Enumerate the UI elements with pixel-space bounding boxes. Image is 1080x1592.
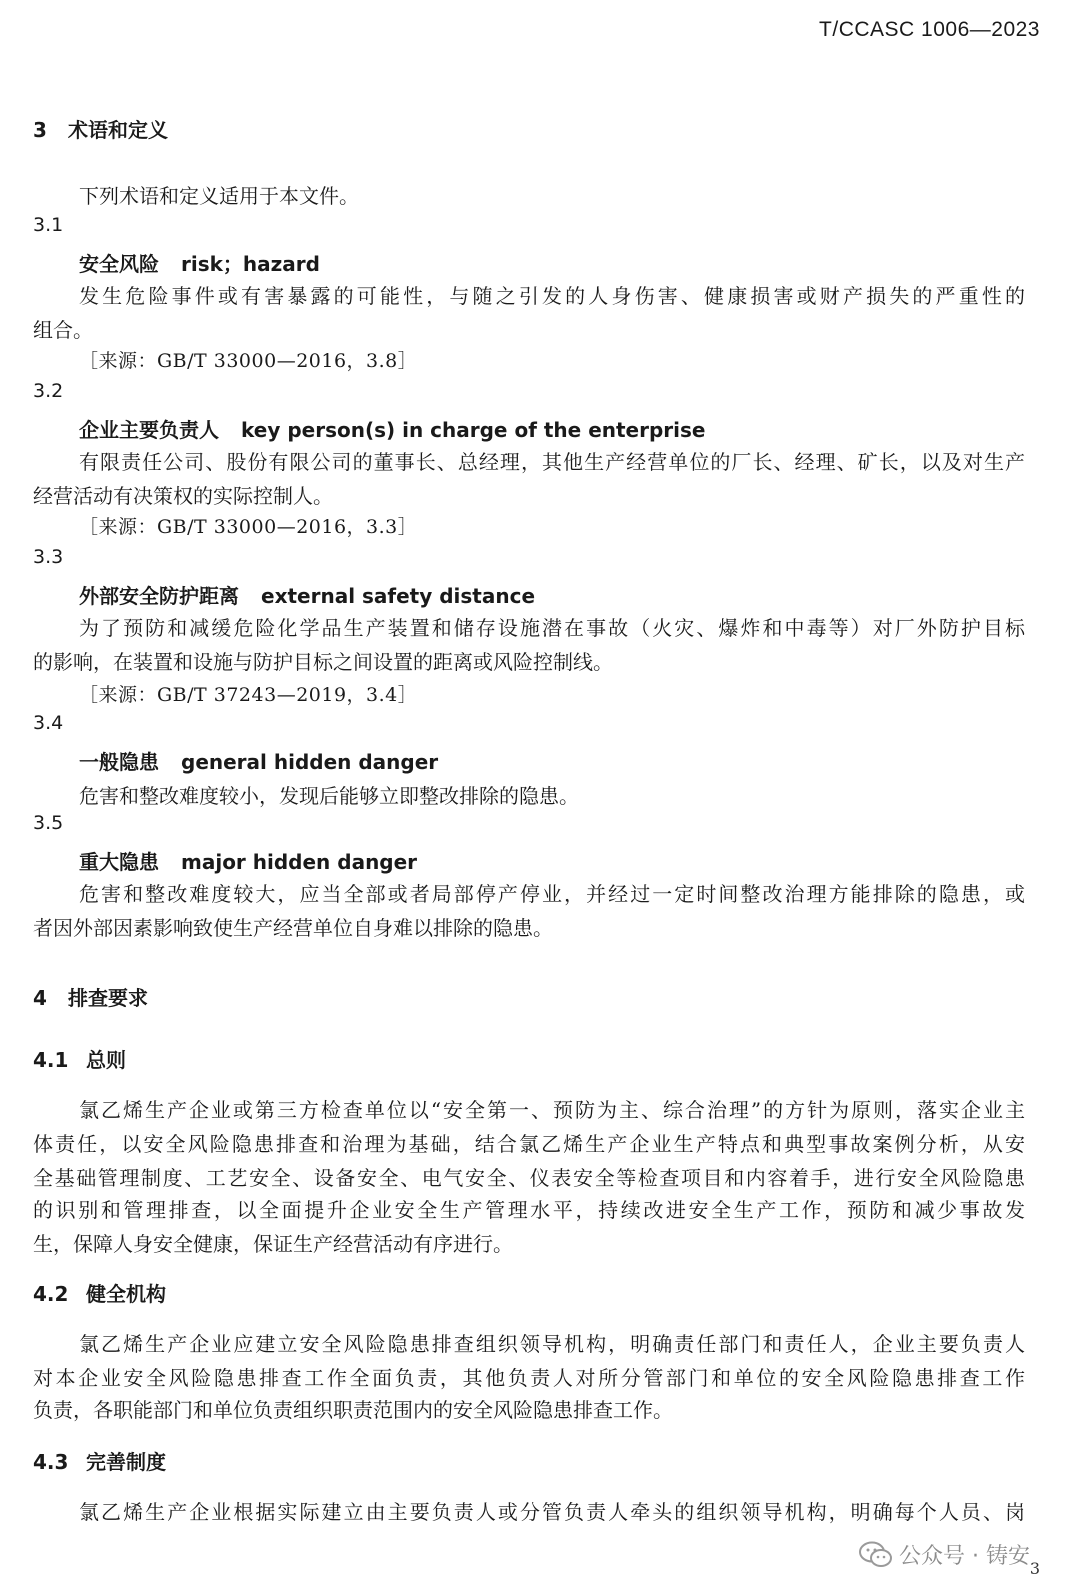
subsection-title: 完善制度	[85, 1450, 166, 1474]
term-definition-line: 为了预防和减缓危险化学品生产装置和储存设施潜在事故（火灾、爆炸和中毒等）对厂外防护目标	[79, 616, 1025, 640]
subsection-heading	[33, 1446, 166, 1475]
term-number: 3.2	[33, 380, 64, 402]
section-title: 术语和定义	[67, 118, 168, 142]
term-title	[79, 846, 417, 875]
paragraph-line: 氯乙烯生产企业或第三方检查单位以“安全第一、预防为主、综合治理”的方针为原则，落实企业主	[79, 1098, 1025, 1122]
paragraph-line: 的识别和管理排查，以全面提升企业安全生产管理水平，持续改进安全生产工作，预防和减少事故发	[33, 1198, 1025, 1222]
term-title	[79, 746, 438, 775]
term-definition-line: 者因外部因素影响致使生产经营单位自身难以排除的隐患。	[33, 916, 553, 940]
section-3-intro: 下列术语和定义适用于本文件。	[79, 184, 359, 208]
subsection-number: 4.1	[33, 1048, 69, 1072]
term-number: 3.3	[33, 546, 64, 568]
term-number: 3.1	[33, 214, 64, 236]
term-title	[79, 248, 320, 277]
watermark	[859, 1539, 1030, 1570]
subsection-number: 4.2	[33, 1282, 69, 1306]
wechat-icon	[859, 1541, 893, 1569]
term-definition-line: 组合。	[33, 318, 93, 342]
section-number: 3	[33, 118, 47, 142]
term-definition-line: 有限责任公司、股份有限公司的董事长、总经理，其他生产经营单位的厂长、经理、矿长，以及对生产	[79, 450, 1025, 474]
subsection-title: 总则	[85, 1048, 126, 1072]
term-source: ［来源：GB/T 33000—2016，3.3］	[79, 516, 418, 538]
term-en: external safety distance	[261, 584, 536, 608]
term-definition-line: 危害和整改难度较小，发现后能够立即整改排除的隐患。	[79, 784, 579, 808]
section-title: 排查要求	[67, 986, 148, 1010]
subsection-number: 4.3	[33, 1450, 69, 1474]
term-zh: 一般隐患	[79, 750, 159, 774]
term-definition-line: 危害和整改难度较大，应当全部或者局部停产停业，并经过一定时间整改治理方能排除的隐患，或	[79, 882, 1025, 906]
paragraph-line: 全基础管理制度、工艺安全、设备安全、电气安全、仪表安全等检查项目和内容着手，进行安全风险隐患	[33, 1166, 1025, 1190]
term-zh: 安全风险	[79, 252, 159, 276]
paragraph-line: 氯乙烯生产企业应建立安全风险隐患排查组织领导机构，明确责任部门和责任人，企业主要负责人	[79, 1332, 1025, 1356]
page-number: 3	[1029, 1559, 1040, 1578]
term-en: key person(s) in charge of the enterprise	[241, 418, 706, 442]
section-4-heading	[33, 982, 148, 1011]
term-source: ［来源：GB/T 33000—2016，3.8］	[79, 350, 418, 372]
term-en: major hidden danger	[181, 850, 418, 874]
term-definition-line: 的影响，在装置和设施与防护目标之间设置的距离或风险控制线。	[33, 650, 613, 674]
term-en: general hidden danger	[181, 750, 439, 774]
standard-code: T/CCASC 1006—2023	[819, 18, 1040, 41]
term-number: 3.5	[33, 812, 64, 834]
term-zh: 企业主要负责人	[79, 418, 219, 442]
term-definition-line: 发生危险事件或有害暴露的可能性，与随之引发的人身伤害、健康损害或财产损失的严重性的	[79, 284, 1025, 308]
term-title	[79, 414, 705, 443]
paragraph-line: 负责，各职能部门和单位负责组织职责范围内的安全风险隐患排查工作。	[33, 1398, 673, 1422]
term-definition-line: 经营活动有决策权的实际控制人。	[33, 484, 333, 508]
paragraph-line: 对本企业安全风险隐患排查工作全面负责，其他负责人对所分管部门和单位的安全风险隐患排查工作	[33, 1366, 1025, 1390]
subsection-title: 健全机构	[85, 1282, 166, 1306]
term-source: ［来源：GB/T 37243—2019，3.4］	[79, 684, 418, 706]
watermark-text: 公众号 · 铸安	[899, 1544, 1030, 1569]
paragraph-line: 氯乙烯生产企业根据实际建立由主要负责人或分管负责人牵头的组织领导机构，明确每个人员、岗	[79, 1500, 1025, 1524]
term-title	[79, 580, 535, 609]
subsection-heading	[33, 1044, 126, 1073]
term-number: 3.4	[33, 712, 64, 734]
term-zh: 重大隐患	[79, 850, 159, 874]
paragraph-line: 生，保障人身安全健康，保证生产经营活动有序进行。	[33, 1232, 513, 1256]
subsection-heading	[33, 1278, 166, 1307]
section-3-heading	[33, 114, 168, 143]
paragraph-line: 体责任，以安全风险隐患排查和治理为基础，结合氯乙烯生产企业生产特点和典型事故案例分析，从安	[33, 1132, 1025, 1156]
section-number: 4	[33, 986, 47, 1010]
term-en: risk；hazard	[181, 252, 320, 276]
term-zh: 外部安全防护距离	[79, 584, 239, 608]
